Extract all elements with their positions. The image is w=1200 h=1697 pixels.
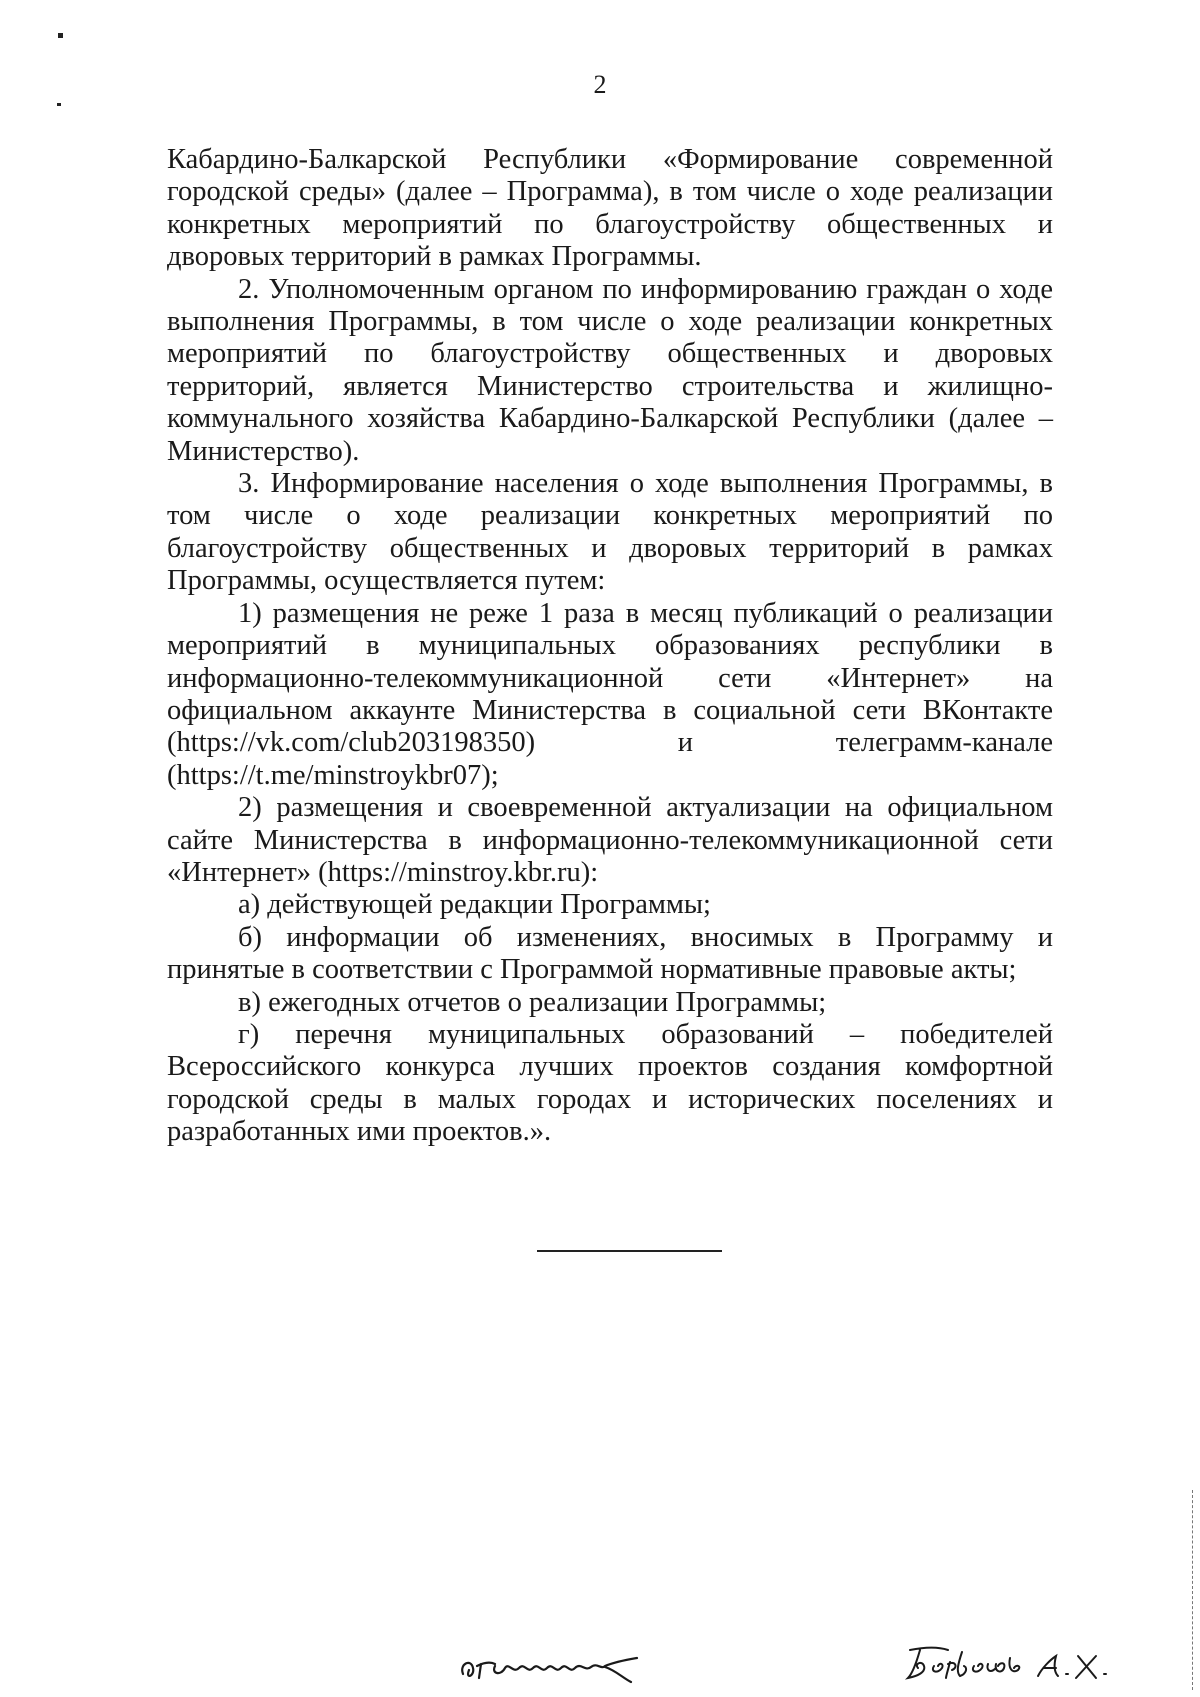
- closing-rule: [537, 1250, 722, 1252]
- subitem-a: а) действующей редакции Программы;: [238, 889, 711, 921]
- paragraph-continuation: Кабардино-Балкарской Республики «Формирование современной городской среды» (далее – Программа), в том числе о ходе реализации конкретных мероприятий по благоустройству общественных и дворовых территорий в рамках Программы.: [167, 144, 1053, 273]
- subitem-1: 1) размещения не реже 1 раза в месяц публикаций о реализации мероприятий в муниципальных образованиях республики в информационно-телекоммуникационной сети «Интернет» на официальном аккаунте Министерства в социальной сети ВКонтакте (https://vk.com/club203198350) и телеграмм-канале (https://t.me/minstroykbr07);: [167, 597, 1053, 791]
- scan-edge: [1192, 1490, 1193, 1690]
- subitem-v: в) ежегодных отчетов о реализации Программы;: [238, 986, 827, 1018]
- scan-mark: [57, 103, 61, 106]
- page-number: 2: [593, 70, 607, 99]
- document-body: [167, 144, 1053, 1149]
- subitem-g: г) перечня муниципальных образований – победителей Всероссийского конкурса лучших проектов создания комфортной городской среды в малых городах и исторических поселениях и разработанных ими проектов.».: [167, 1018, 1053, 1148]
- scan-mark: [58, 33, 63, 38]
- signature-left: [455, 1640, 665, 1690]
- signature-right: [900, 1638, 1130, 1688]
- paragraph-2: 2. Уполномоченным органом по информированию граждан о ходе выполнения Программы, в том числе о ходе реализации конкретных мероприятий по благоустройству общественных и дворовых территорий, является Министерство строительства и жилищно-коммунального хозяйства Кабардино-Балкарской Республики (далее – Министерство).: [167, 273, 1053, 467]
- subitem-2: 2) размещения и своевременной актуализации на официальном сайте Министерства в информационно-телекоммуникационной сети «Интернет» (https://minstroy.kbr.ru):: [167, 792, 1053, 888]
- paragraph-3: 3. Информирование населения о ходе выполнения Программы, в том числе о ходе реализации конкретных мероприятий по благоустройству общественных и дворовых территорий в рамках Программы, осуществляется путем:: [167, 468, 1053, 597]
- subitem-b: б) информации об изменениях, вносимых в Программу и принятые в соответствии с Программой нормативные правовые акты;: [167, 921, 1053, 986]
